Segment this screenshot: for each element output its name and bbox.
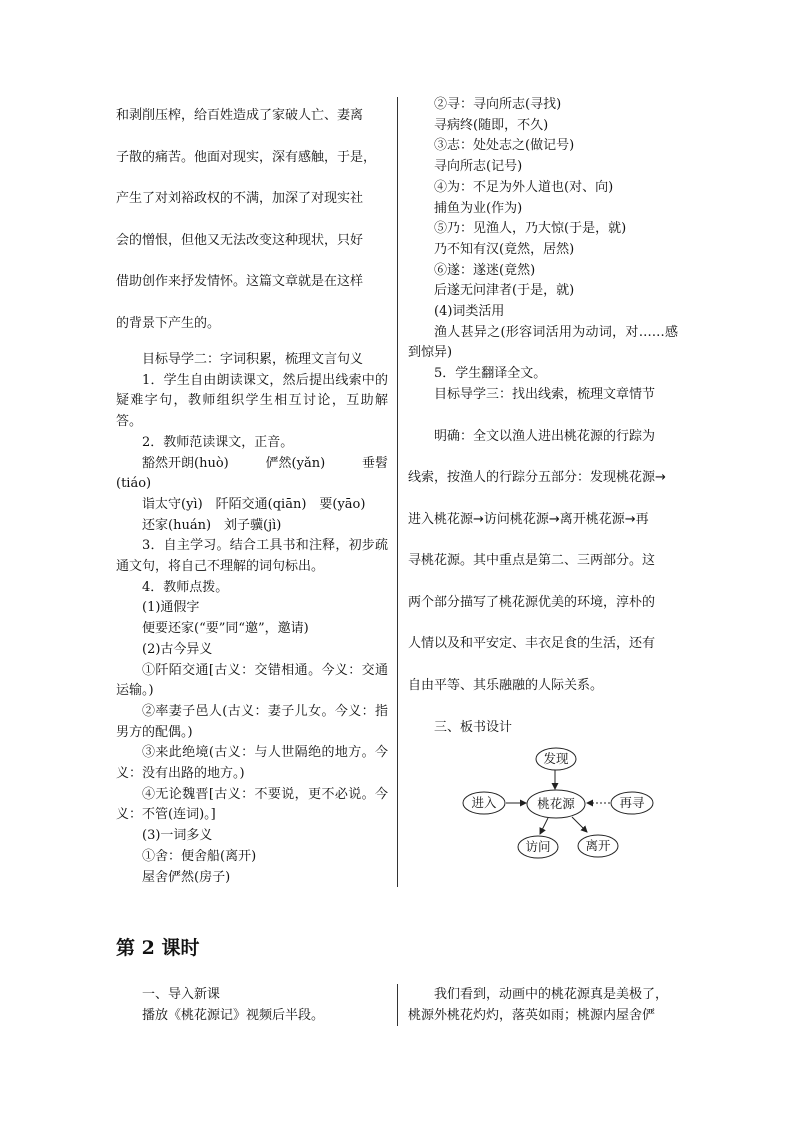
node-leave-label: 离开 [585, 838, 611, 853]
pron-item: 垂髫 [361, 455, 388, 471]
tongjiazi-item: 便要还家(“要”同“邀”，邀请) [142, 621, 309, 637]
pron-item: 豁然开朗(huò) [142, 455, 229, 471]
sub-heading-duoyi: (3)一词多义 [142, 828, 213, 844]
huoyong-item: 渔人甚异之(形容词活用为动词，对……感到惊异) [408, 324, 678, 361]
background-line-3: 产生了对刘裕政权的不满，加深了对现实社 [116, 191, 364, 206]
arrow-center-to-leave [572, 817, 587, 832]
right-column [408, 95, 678, 739]
intro-paragraph-line-1: 我们看到，动画中的桃花源真是美极了， [434, 987, 669, 1002]
gujin-item-1: ①阡陌交通[古义：交错相通。今义：交通运输。) [116, 662, 388, 699]
background-line-2: 子散的痛苦。他面对现实，深有感触，于是， [116, 149, 377, 165]
left-column [116, 95, 388, 888]
answer-line-5: 两个部分描写了桃花源优美的环境，淳朴的 [408, 594, 656, 610]
lesson-two-right [408, 985, 680, 1026]
pron-item: 俨然(yǎn) [265, 455, 326, 471]
board-design-heading: 三、板书设计 [434, 720, 513, 736]
step-3: 3．自主学习。结合工具书和注释，初步疏通文句，将自己不理解的词句标出。 [116, 538, 388, 575]
gujin-item-3: ③来此绝境(古义：与人世隔绝的地方。今义：没有出路的地方。) [116, 745, 388, 782]
answer-line-1: 明确：全文以渔人进出桃花源的行踪为 [434, 428, 656, 444]
answer-line-7: 自由平等、其乐融融的人际关系。 [408, 677, 604, 693]
node-discover-label: 发现 [543, 751, 569, 766]
duoyi-item: 寻病终(随即，不久) [434, 117, 549, 133]
duoyi-item-2: 屋舍俨然(房子) [142, 869, 231, 885]
answer-line-6: 人情以及和平安定、丰衣足食的生活，还有 [408, 636, 656, 652]
duoyi-item: ②寻：寻向所志(寻找) [434, 97, 562, 112]
node-enter-label: 进入 [471, 795, 497, 810]
column-divider [397, 97, 398, 887]
background-line-6: 的背景下产生的。 [116, 315, 221, 331]
lesson-two-left [116, 985, 388, 1026]
duoyi-item: 捕鱼为业(作为) [434, 200, 523, 216]
answer-line-4: 寻桃花源。其中重点是第二、三两部分。这 [408, 553, 656, 569]
arrow-center-to-visit [540, 818, 548, 834]
lesson-two-title: 第 2 课时 [116, 937, 200, 959]
column-divider-bottom [397, 984, 398, 1026]
node-taohuayuan-label: 桃花源 [537, 796, 575, 811]
step-4: 4．教师点拨。 [142, 579, 229, 595]
step-5: 5．学生翻译全文。 [434, 366, 547, 382]
background-line-1: 和剥削压榨，给百姓造成了家破人亡、妻离 [116, 108, 364, 123]
duoyi-item-1: ①舍：便舍船(离开) [142, 848, 257, 864]
board-design-diagram [455, 740, 665, 865]
intro-text: 播放《桃花源记》视频后半段。 [142, 1007, 325, 1023]
duoyi-item: ⑥遂：遂迷(竟然) [434, 262, 536, 278]
pronunciation-row-3: 还家(huán) 刘子骥(jì) [142, 517, 282, 533]
pronunciation-row-2: 诣太守(yì) 阡陌交通(qiān) 要(yāo) [142, 496, 366, 512]
duoyi-item: ③志：处处志之(做记号) [434, 138, 575, 154]
answer-line-2: 线索，按渔人的行踪分五部分：发现桃花源→ [408, 470, 666, 486]
sub-heading-gujin: (2)古今异义 [142, 641, 213, 657]
gujin-item-4: ④无论魏晋[古义：不要说，更不必说。今义：不管(连词)。] [116, 786, 388, 823]
duoyi-item: ④为：不足为外人道也(对、向) [434, 179, 614, 195]
node-research-label: 再寻 [619, 795, 645, 810]
gujin-item-2: ②率妻子邑人(古义：妻子儿女。今义：指男方的配偶。) [116, 703, 388, 740]
pronunciation-row-1 [116, 454, 388, 475]
duoyi-item: ⑤乃：见渔人，乃大惊(于是，就) [434, 221, 627, 237]
duoyi-item: 乃不知有汉(竟然，居然) [434, 241, 575, 257]
step-1: 1．学生自由朗读课文，然后提出线索中的疑难字句，教师组织学生相互讨论，互助解答。 [116, 372, 388, 430]
pronunciation-row-1-cont: (tiáo) [116, 476, 152, 492]
background-line-5: 借助创作来抒发情怀。这篇文章就是在这样 [116, 274, 364, 289]
duoyi-item: 后遂无问津者(于是，就) [434, 283, 575, 299]
step-2: 2．教师范读课文，正音。 [142, 434, 294, 450]
answer-line-3: 进入桃花源→访问桃花源→离开桃花源→再 [408, 511, 649, 527]
duoyi-item: 寻向所志(记号) [434, 159, 523, 175]
intro-heading: 一、导入新课 [142, 987, 221, 1002]
node-visit-label: 访问 [525, 839, 551, 854]
goal-two-heading: 目标导学二：字词积累，梳理文言句义 [142, 352, 364, 367]
sub-heading-huoyong: (4)词类活用 [434, 304, 505, 320]
background-line-4: 会的憎恨，但他又无法改变这种现状，只好 [116, 232, 364, 248]
intro-paragraph-line-2: 桃源外桃花灼灼，落英如雨；桃源内屋舍俨 [408, 1007, 656, 1023]
goal-three-heading: 目标导学三：找出线索，梳理文章情节 [434, 386, 656, 402]
sub-heading-tongjiazi: (1)通假字 [142, 600, 200, 616]
